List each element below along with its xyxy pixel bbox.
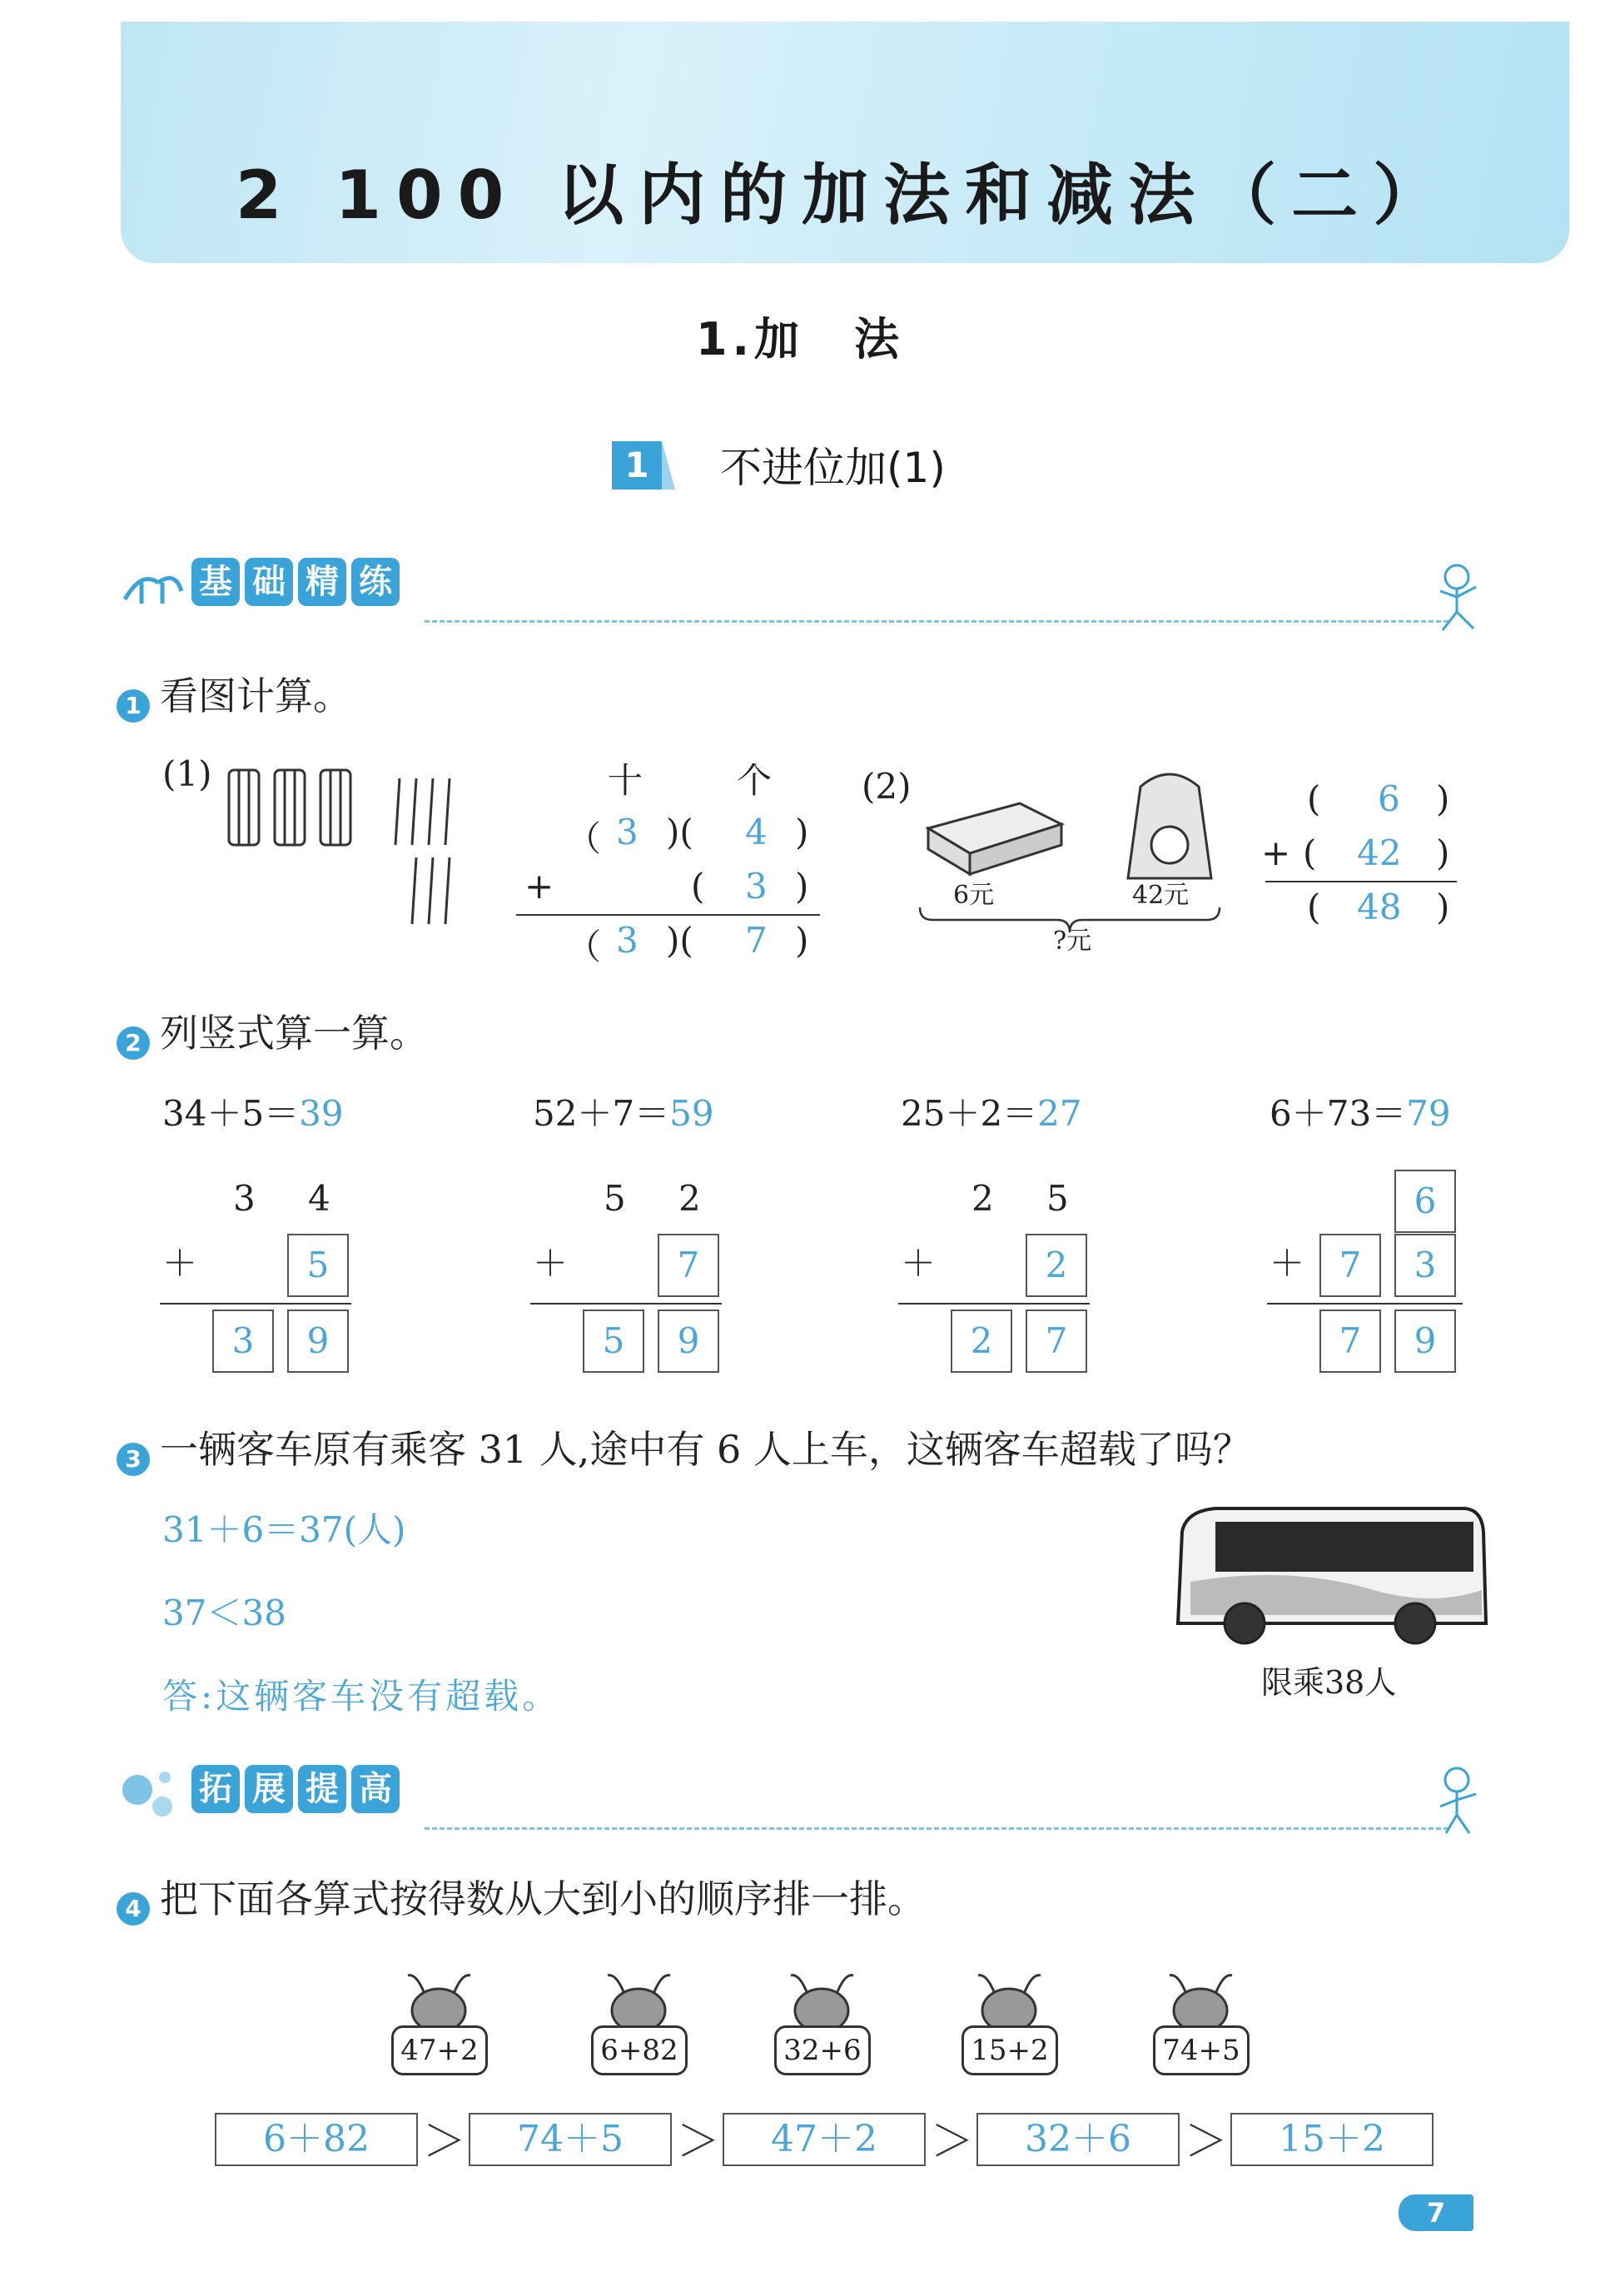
section-tag-char: 拓: [191, 1765, 240, 1813]
question-number-1: 1: [117, 689, 150, 723]
q2-eq-4: 6＋73＝79: [1270, 1093, 1451, 1134]
lesson-badge-tail: [662, 441, 675, 490]
q1-sum-tens: 3: [616, 920, 639, 961]
pencil-case-picture: [920, 795, 1070, 878]
section-title: 1.加 法: [695, 313, 905, 365]
q2-2-line: [530, 1303, 722, 1305]
q1-sum-line: [516, 914, 820, 916]
bubbles-icon: [117, 1765, 183, 1823]
running-kid-icon: [1428, 562, 1486, 637]
section-tag-char: 展: [245, 1765, 293, 1813]
kid-icon: [1428, 1765, 1486, 1840]
section-tag-char: 高: [351, 1765, 400, 1813]
bug-card: [957, 1969, 1061, 2081]
section-tag-char: 精: [298, 558, 346, 606]
section-tag-char: 基: [191, 558, 240, 606]
q3-answer: 答:这辆客车没有超载。: [162, 1676, 561, 1717]
q2-1-line: [160, 1303, 351, 1305]
order-box-2: 74＋5: [469, 2113, 672, 2166]
q1-r1-tens: 3: [616, 812, 639, 852]
bug-expression: 6+82: [591, 2025, 688, 2075]
question-number-2: 2: [117, 1026, 150, 1060]
q2-2-plus: ＋: [533, 1243, 569, 1284]
q1-plus: +: [524, 866, 554, 907]
section-tag-char: 练: [351, 558, 400, 606]
q2-2-top-ones: 2: [678, 1178, 701, 1219]
sticks-bundles-picture: [221, 766, 495, 932]
q2-1-top-ones: 4: [308, 1178, 330, 1219]
question-2-text: 列竖式算一算。: [160, 1011, 428, 1056]
q2-3-plus: ＋: [901, 1243, 937, 1284]
q2-4-add-ones: 3: [1394, 1234, 1456, 1297]
bus-picture: [1165, 1498, 1490, 1657]
q2-3-add-ones: 2: [1026, 1234, 1087, 1297]
price-backpack: 42元: [1132, 881, 1190, 910]
q1-tens-header: 十: [608, 760, 643, 801]
q1-p2-plus: +: [1261, 832, 1291, 873]
sprout-icon: [117, 566, 183, 608]
q2-1-add-ones: 5: [287, 1234, 349, 1297]
section-tag-char: 础: [245, 558, 293, 606]
bug-card: [587, 1969, 691, 2081]
q2-3-sum-ones: 7: [1026, 1310, 1087, 1373]
greater-than-sign: ＞: [1185, 2117, 1229, 2167]
section-divider-2: [425, 1827, 1448, 1830]
q1-p2-a: 6: [1378, 778, 1400, 819]
order-box-5: 15＋2: [1230, 2113, 1434, 2166]
q1-p2-sum: 48: [1357, 887, 1402, 927]
total-unknown: ?元: [1053, 927, 1092, 956]
lesson-number-badge: 1: [612, 441, 662, 490]
q1-ones-header: 个: [737, 760, 773, 801]
q2-1-sum-ones: 9: [287, 1310, 349, 1373]
price-pencil-case: 6元: [953, 881, 995, 910]
question-4-text: 把下面各算式按得数从大到小的顺序排一排。: [160, 1876, 926, 1921]
q2-1-plus: ＋: [162, 1243, 198, 1284]
question-3-text: 一辆客车原有乘客 31 人,途中有 6 人上车，这辆客车超载了吗？: [160, 1427, 1251, 1472]
q2-eq-3: 25＋2＝27: [901, 1093, 1082, 1134]
question-3: [117, 1419, 1251, 1476]
bug-expression: 74+5: [1153, 2025, 1250, 2075]
question-1: [117, 666, 351, 723]
q2-4-top-ones: 6: [1394, 1170, 1456, 1233]
order-box-1: 6＋82: [215, 2113, 418, 2166]
lesson-title: 不进位加(1): [720, 444, 946, 492]
page-number: 7: [1399, 2194, 1473, 2231]
q1-r2-ones: 3: [745, 866, 768, 907]
q2-eq-2: 52＋7＝59: [533, 1093, 714, 1134]
backpack-picture: [1107, 762, 1232, 887]
chapter-title: 2 100 以内的加法和减法（二）: [235, 157, 1455, 234]
q2-3-line: [898, 1303, 1090, 1305]
q2-3-sum-tens: 2: [951, 1310, 1012, 1373]
q2-ans-3: 27: [1037, 1093, 1082, 1134]
question-number-3: 3: [117, 1443, 150, 1476]
greater-than-sign: ＞: [677, 2117, 721, 2167]
q2-ans-4: 79: [1406, 1093, 1451, 1134]
q3-compare-line: 37＜38: [162, 1593, 286, 1633]
q2-2-sum-ones: 9: [658, 1310, 719, 1373]
q2-2-sum-tens: 5: [583, 1310, 644, 1373]
q2-4-plus: ＋: [1270, 1243, 1305, 1284]
order-box-3: 47＋2: [723, 2113, 926, 2166]
bug-card: [770, 1969, 874, 2081]
section-tag-char: 提: [298, 1765, 346, 1813]
q2-eq-1: 34＋5＝39: [162, 1093, 344, 1134]
bug-expression: 15+2: [961, 2025, 1058, 2075]
q2-4-sum-tens: 7: [1319, 1310, 1381, 1373]
bug-card: [387, 1969, 491, 2081]
q2-ans-2: 59: [669, 1093, 714, 1134]
section-divider: [425, 620, 1448, 623]
q1-p2-sum-line: [1265, 881, 1457, 882]
q1-r1-ones: 4: [745, 812, 768, 852]
question-number-4: 4: [117, 1892, 150, 1926]
q2-4-sum-ones: 9: [1394, 1310, 1456, 1373]
bus-caption: 限乘38人: [1261, 1664, 1397, 1701]
q2-ans-1: 39: [299, 1093, 344, 1134]
greater-than-sign: ＞: [423, 2117, 467, 2167]
q3-calc-line: 31＋6＝37(人): [162, 1509, 406, 1550]
q2-3-top-ones: 5: [1046, 1178, 1069, 1219]
q2-2-top-tens: 5: [604, 1178, 626, 1219]
q2-4-add-tens: 7: [1319, 1234, 1381, 1297]
q1-sum-ones: 7: [745, 920, 768, 961]
q1-part1-tag: (1): [162, 753, 212, 794]
order-box-4: 32＋6: [976, 2113, 1180, 2166]
question-4: [117, 1869, 926, 1926]
question-2: [117, 1003, 428, 1060]
bug-expression: 32+6: [774, 2025, 871, 2075]
q1-part2-tag: (2): [862, 766, 912, 807]
bug-card: [1149, 1969, 1253, 2081]
greater-than-sign: ＞: [931, 2117, 975, 2167]
q1-p2-b: 42: [1357, 832, 1402, 873]
question-1-text: 看图计算。: [160, 673, 351, 718]
q2-2-add-ones: 7: [658, 1234, 719, 1297]
q2-4-line: [1267, 1303, 1463, 1305]
bug-expression: 47+2: [391, 2025, 488, 2075]
q2-1-top-tens: 3: [233, 1178, 256, 1219]
q2-3-top-tens: 2: [971, 1178, 994, 1219]
q2-1-sum-tens: 3: [212, 1310, 274, 1373]
